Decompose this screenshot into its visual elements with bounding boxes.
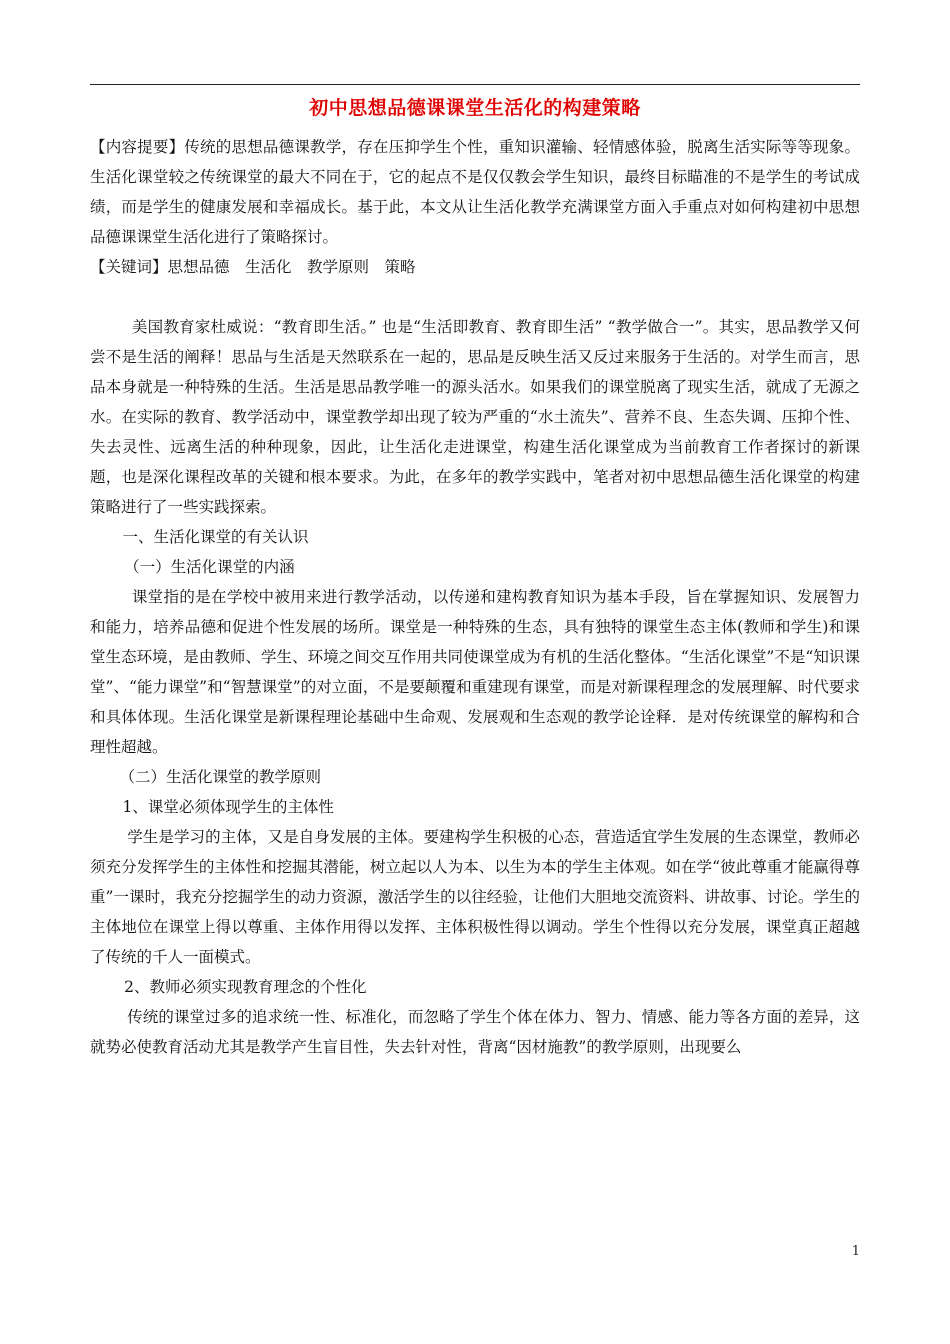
subsection-paragraph: 课堂指的是在学校中被用来进行教学活动，以传递和建构教育知识为基本手段，旨在掌握知识、发展智力和能力，培养品德和促进个性发展的场所。课堂是一种特殊的生态，具有独特的课堂生态主体(教师和学生)和课堂生态环境，是由教师、学生、环境之间交互作用共同使课堂成为有机的生活化整体。“生活化课堂”不是“知识课堂”、“能力课堂”和“智慧课堂”的对立面，不是要颠覆和重建现有课堂，而是对新课程理念的发展理解、时代要求和具体体现。生活化课堂是新课程理论基础中生命观、发展观和生态观的教学论诠释．是对传统课堂的解构和合理性超越。: [90, 588, 860, 756]
keywords-line: 【关键词】思想品德 生活化 教学原则 策略: [90, 258, 416, 276]
document-body: [90, 132, 860, 1062]
subsection-heading: （一）生活化课堂的内涵: [124, 558, 295, 576]
intro-paragraph: 美国教育家杜威说：“教育即生活。” 也是“生活即教育、教育即生活” “教学做合一”。其实，思品教学又何尝不是生活的阐释！思品与生活是天然联系在一起的，思品是反映生活又反过来服务于生活的。对学生而言，思品本身就是一种特殊的生活。生活是思品教学唯一的源头活水。如果我们的课堂脱离了现实生活，就成了无源之水。在实际的教育、教学活动中，课堂教学却出现了较为严重的“水土流失”、营养不良、生态失调、压抑个性、失去灵性、远离生活的种种现象，因此，让生活化走进课堂，构建生活化课堂成为当前教育工作者探讨的新课题，也是深化课程改革的关键和根本要求。为此，在多年的教学实践中，笔者对初中思想品德生活化课堂的构建策略进行了一些实践探索。: [90, 318, 860, 516]
page-number: 1: [851, 1244, 860, 1259]
subsection-heading: （二）生活化课堂的教学原则: [119, 768, 321, 786]
point-paragraph: 传统的课堂过多的追求统一性、标准化，而忽略了学生个体在体力、智力、情感、能力等各方面的差异，这就势必使教育活动尤其是教学产生盲目性，失去针对性，背离“因材施教”的教学原则，出现要么: [90, 1008, 860, 1056]
document-title: 初中思想品德课课堂生活化的构建策略: [309, 97, 641, 119]
section-heading: 一、生活化课堂的有关认识: [122, 528, 309, 546]
point-heading: 2、教师必须实现教育理念的个性化: [124, 978, 367, 996]
abstract-paragraph: 【内容提要】传统的思想品德课教学，存在压抑学生个性，重知识灌输、轻情感体验，脱离生活实际等等现象。生活化课堂较之传统课堂的最大不同在于，它的起点不是仅仅教会学生知识，最终目标瞄准的不是学生的考试成绩，而是学生的健康发展和幸福成长。基于此，本文从让生活化教学充满课堂方面入手重点对如何构建初中思想品德课课堂生活化进行了策略探讨。: [90, 138, 860, 246]
point-heading: 1、课堂必须体现学生的主体性: [122, 798, 334, 816]
point-paragraph: 学生是学习的主体，又是自身发展的主体。要建构学生积极的心态，营造适宜学生发展的生态课堂，教师必须充分发挥学生的主体性和挖掘其潜能，树立起以人为本、以生为本的学生主体观。如在学“彼此尊重才能赢得尊重”一课时，我充分挖掘学生的动力资源，激活学生的以往经验，让他们大胆地交流资料、讲故事、讨论。学生的主体地位在课堂上得以尊重、主体作用得以发挥、主体积极性得以调动。学生个性得以充分发展，课堂真正超越了传统的千人一面模式。: [90, 828, 860, 966]
header-rule: [90, 84, 860, 85]
paragraph-gap: [90, 282, 860, 312]
